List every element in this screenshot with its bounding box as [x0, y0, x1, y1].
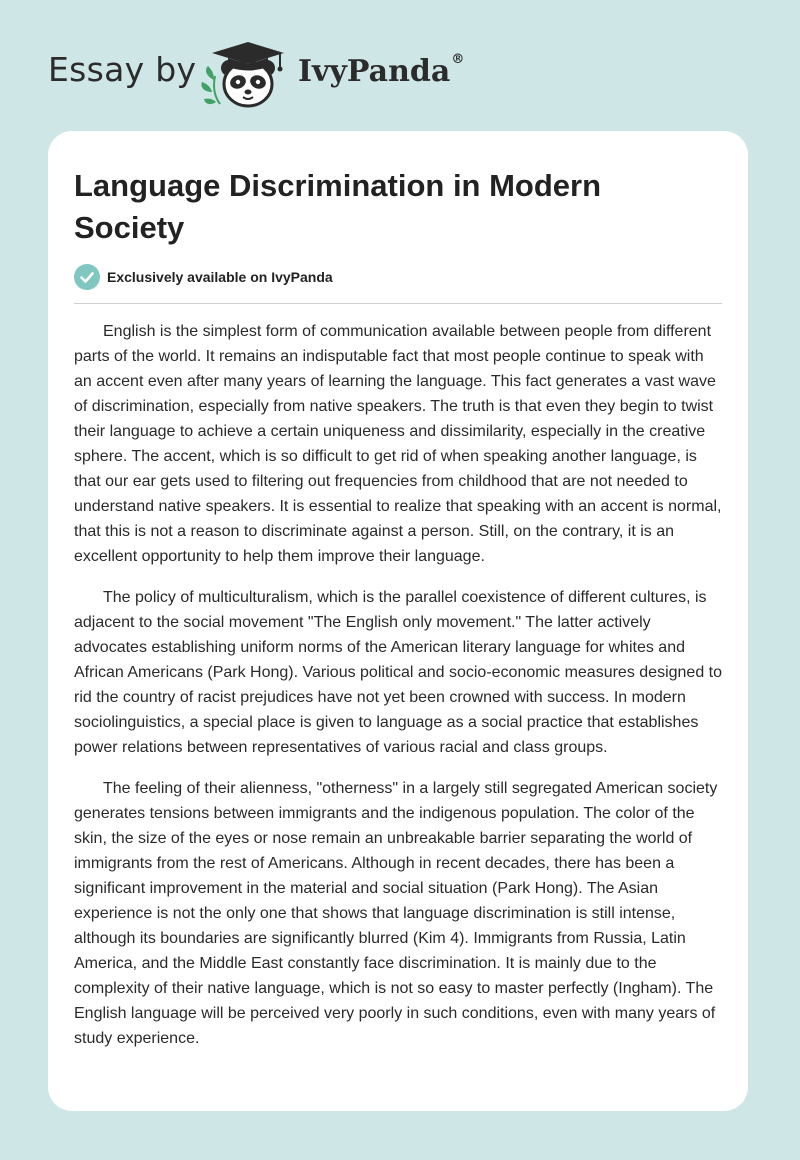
- site-header: [0, 0, 800, 130]
- exclusive-label: Exclusively available on IvyPanda: [107, 269, 333, 285]
- brand-name[interactable]: IvyPanda®: [298, 52, 465, 89]
- paragraph-2: The policy of multiculturalism, which is the parallel coexistence of different cultures, is adjacent to the social movement "The English only movement." The latter actively advocates establishing uniform norms of the American literary language for whites and African Americans (Park Hong). Various political and socio-economic measures designed to rid the country of racist prejudices have not yet been crowned with success. In modern sociolinguistics, a special place is given to language as a social practice that establishes power relations between representatives of various racial and class groups.: [74, 589, 723, 756]
- essay-title: Language Discrimination in Modern Society: [74, 168, 602, 245]
- essay-body: [74, 319, 722, 1067]
- essay-card: [48, 131, 748, 1111]
- paragraph-3: The feeling of their alienness, "otherness" in a largely still segregated American society generates tensions between immigrants and the indigenous population. The color of the skin, the size of the eyes or nose remain an unbreakable barrier separating the world of immigrants from the rest of Americans. Although in recent decades, there has been a significant improvement in the material and social situation (Park Hong). The Asian experience is not the only one that shows that language discrimination is still intense, although its boundaries are significantly blurred (Kim 4). Immigrants from Russia, Latin America, and the Middle East constantly face discrimination. It is mainly due to the complexity of their native language, which is not so easy to master perfectly (Ingham). The English language will be perceived very poorly in such conditions, even with many years of study experience.: [74, 780, 718, 1047]
- registered-mark: ®: [451, 52, 465, 67]
- paragraph-1: English is the simplest form of communication available between people from different parts of the world. It remains an indisputable fact that most people continue to speak with an accent even after many years of learning the language. This fact generates a vast wave of discrimination, especially from native speakers. The truth is that even they begin to twist their language to achieve a certain uniqueness and dissimilarity, especially in the creative sphere. The accent, which is so difficult to get rid of when speaking another language, is that our ear gets used to filtering out frequencies from childhood that are not needed to understand native speakers. It is essential to realize that speaking with an accent is normal, that this is not a reason to discriminate against a person. Still, on the contrary, it is an excellent opportunity to help them improve their language.: [74, 323, 722, 565]
- essay-by-label: Essay by: [48, 50, 197, 89]
- check-circle-icon: [74, 264, 100, 290]
- panda-logo-icon[interactable]: [200, 36, 292, 110]
- divider: [74, 303, 722, 304]
- exclusive-badge: [74, 264, 333, 290]
